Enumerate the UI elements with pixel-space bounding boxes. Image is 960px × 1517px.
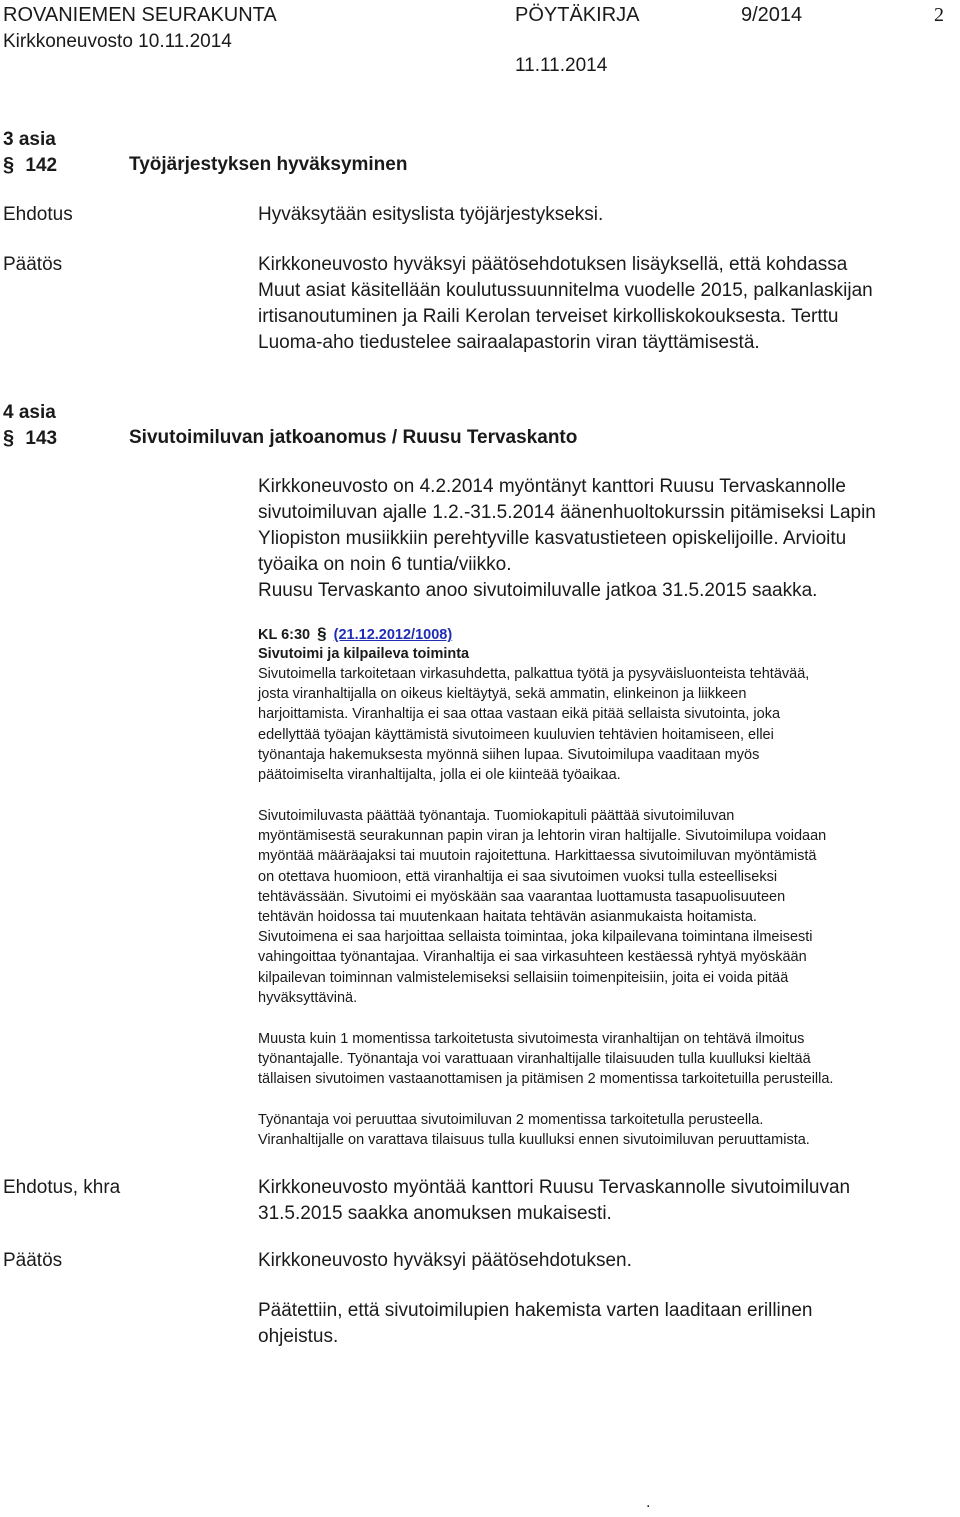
item-asia-label: 3 asia — [3, 129, 56, 150]
proposal-text — [258, 1175, 850, 1227]
text-line: Kirkkoneuvosto myöntää kanttori Ruusu Tervaskannolle sivutoimiluvan — [258, 1177, 851, 1198]
section-sign: § — [3, 154, 15, 176]
text-line: Työnantaja voi peruuttaa sivutoimiluvan 2 momentissa tarkoitetulla perusteella. — [258, 1112, 764, 1128]
section-sign: § — [3, 427, 15, 449]
decision-text — [258, 252, 873, 356]
page-number: 2 — [934, 4, 944, 26]
section-heading-142 — [3, 152, 57, 179]
text-line: tehtävässään. Sivutoimi ei myöskään saa vaarantaa luottamusta tasapuolisuuteen — [258, 888, 786, 905]
proposal-label: Ehdotus, khra — [3, 1177, 121, 1198]
text-line: Kirkkoneuvosto on 4.2.2014 myöntänyt kanttori Ruusu Tervaskannolle — [258, 476, 846, 497]
proposal-label: Ehdotus — [3, 204, 73, 225]
text-line: Kirkkoneuvosto hyväksyi päätösehdotuksen lisäyksellä, että kohdassa — [258, 254, 848, 275]
law-link[interactable]: (21.12.2012/1008) — [333, 627, 453, 643]
law-paragraph-1 — [258, 664, 809, 785]
text-line: myöntämisestä seurakunnan papin viran ja lehtorin viran haltijalle. Sivutoimilupa voidaan — [258, 828, 827, 845]
law-reference — [258, 624, 452, 645]
decision-label: Päätös — [3, 254, 63, 275]
text-line: Sivutoimena ei saa harjoittaa sellaista toimintaa, joka kilpailevana toimintana ilmeisesti — [258, 929, 813, 946]
decision-label: Päätös — [3, 1250, 63, 1271]
text-line: Viranhaltijalle on varattava tilaisuus tulla kuulluksi ennen sivutoimiluvan peruuttamista. — [258, 1132, 810, 1149]
text-line: Muut asiat käsitellään koulutussuunnitelma vuodelle 2015, palkanlaskijan — [258, 280, 873, 301]
doc-type: PÖYTÄKIRJA — [515, 4, 640, 26]
text-line: edellyttää työajan käyttämistä sivutoimeen kuuluvien tehtävien hoitamiseen, ellei — [258, 726, 774, 743]
org-name: ROVANIEMEN SEURAKUNTA — [3, 4, 277, 26]
text-line: 31.5.2015 saakka anomuksen mukaisesti. — [258, 1203, 612, 1224]
text-line: Luoma-aho tiedustelee sairaalapastorin viran täyttämisestä. — [258, 332, 760, 353]
law-paragraph-3 — [258, 1029, 833, 1090]
text-line: ohjeistus. — [258, 1326, 339, 1347]
text-line: myöntää määräajaksi tai muutoin rajoitettuna. Harkittaessa sivutoimiluvan myöntämistä — [258, 848, 817, 865]
law-paragraph-2 — [258, 806, 826, 1008]
section-sign: § — [317, 624, 327, 643]
section-number: 142 — [25, 155, 58, 176]
law-heading: Sivutoimi ja kilpaileva toiminta — [258, 646, 470, 662]
decision-note — [258, 1298, 812, 1350]
text-line: harjoittamista. Viranhaltija ei saa ottaa vastaan eikä pitää sellaista sivutointa, joka — [258, 706, 781, 723]
law-ref: KL 6:30 — [258, 627, 311, 643]
text-line: josta viranhaltijalla on oikeus kieltäytyä, sekä ammatin, elinkeinon ja liikkeen — [258, 686, 747, 703]
text-line: työnantajalle. Työnantaja voi varattuaan viranhaltijalle tilaisuuden tulla kuulluksi kieltää — [258, 1051, 811, 1068]
meeting-line: Kirkkoneuvosto 10.11.2014 — [3, 31, 232, 52]
text-line: tehtävän hoidossa tai muutenkaan haitata tehtävän asianmukaista hoitamista. — [258, 909, 757, 926]
text-line: vahingoittaa työnantajaa. Viranhaltija ei saa virkasuhteen kestäessä ryhtyä myöskään — [258, 949, 807, 966]
text-line: työnantaja hakemuksesta myönnä siihen lupaa. Sivutoimilupa vaaditaan myös — [258, 746, 760, 763]
text-line: irtisanoutuminen ja Raili Kerolan terveiset kirkolliskokouksesta. Terttu — [258, 306, 839, 327]
section-title: Työjärjestyksen hyväksyminen — [129, 154, 408, 175]
item-asia-label: 4 asia — [3, 402, 56, 423]
footer-mark: . — [646, 1494, 651, 1511]
proposal-text: Hyväksytään esityslista työjärjestykseksi. — [258, 204, 604, 225]
decision-text: Kirkkoneuvosto hyväksyi päätösehdotuksen. — [258, 1250, 632, 1271]
text-line: työaika on noin 6 tuntia/viikko. — [258, 554, 512, 575]
text-line: Yliopiston musiikkiin perehtyville kasvatustieteen opiskelijoille. Arvioitu — [258, 528, 847, 549]
doc-number: 9/2014 — [741, 4, 803, 26]
section-number: 143 — [25, 428, 58, 449]
text-line: Päätettiin, että sivutoimilupien hakemista varten laaditaan erillinen — [258, 1300, 813, 1321]
text-line: Sivutoimella tarkoitetaan virkasuhdetta, palkattua työtä ja pysyväisluonteista tehtävää, — [258, 666, 810, 682]
text-line: Sivutoimiluvasta päättää työnantaja. Tuomiokapituli päättää sivutoimiluvan — [258, 808, 735, 824]
text-line: Muusta kuin 1 momentissa tarkoitetusta sivutoimesta viranhaltijan on tehtävä ilmoitus — [258, 1031, 805, 1047]
law-paragraph-4 — [258, 1110, 810, 1150]
text-line: on otettava huomioon, että viranhaltija ei saa sivutoimen vuoksi tulla esteelliseksi — [258, 868, 778, 885]
text-line: kilpailevan toiminnan valmistelemiseksi sellaisiin toimenpiteisiin, joita ei voida pitää — [258, 969, 789, 986]
text-line: Ruusu Tervaskanto anoo sivutoimiluvalle jatkoa 31.5.2015 saakka. — [258, 580, 818, 601]
section-heading-143 — [3, 425, 57, 452]
section-title: Sivutoimiluvan jatkoanomus / Ruusu Tervaskanto — [129, 427, 578, 448]
text-line: tällaisen sivutoimen vastaanottamisen ja pitämisen 2 momentissa tarkoitetuilla perusteilla. — [258, 1071, 834, 1088]
text-line: päätoimiselta viranhaltijalta, jolla ei ole kiinteää työaikaa. — [258, 767, 621, 784]
doc-date: 11.11.2014 — [515, 55, 608, 76]
text-line: hyväksyttävinä. — [258, 989, 358, 1006]
text-line: sivutoimiluvan ajalle 1.2.-31.5.2014 äänenhuoltokurssin pitämiseksi Lapin — [258, 502, 876, 523]
intro-text — [258, 474, 876, 604]
